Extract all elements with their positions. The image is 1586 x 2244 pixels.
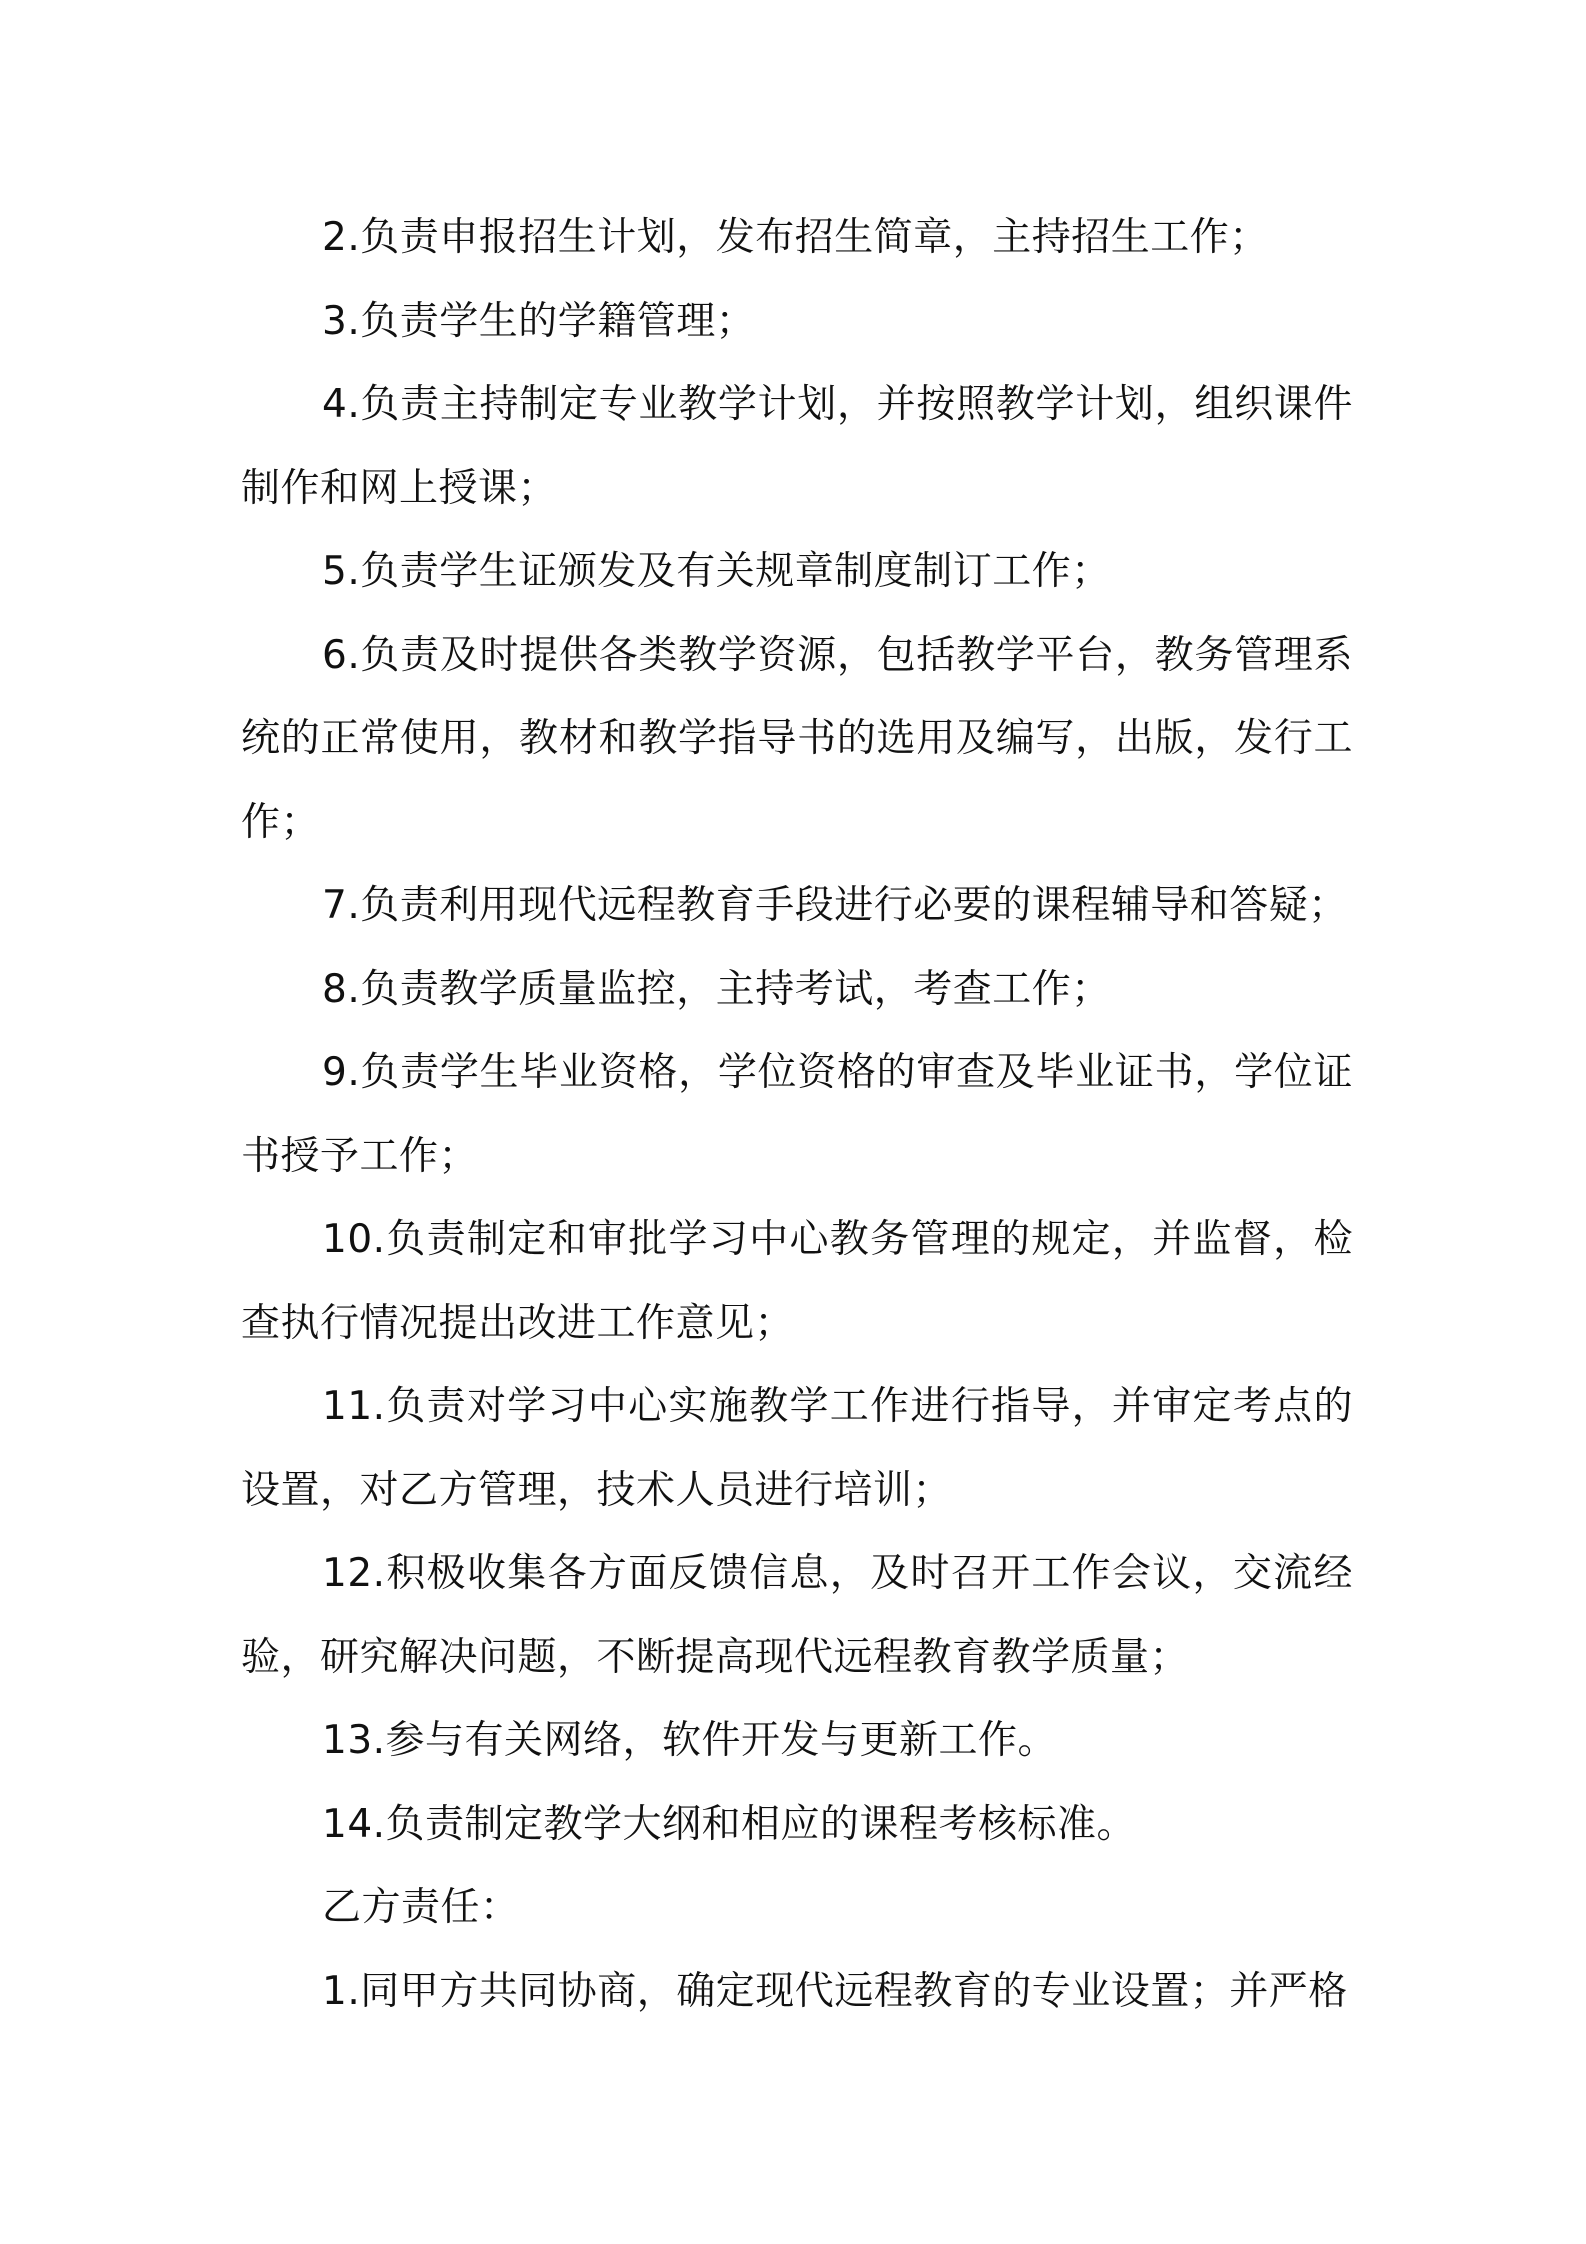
paragraph-item-10: 10.负责制定和审批学习中心教务管理的规定，并监督，检查执行情况提出改进工作意见；	[241, 1217, 1353, 1346]
paragraph-item-7: 7.负责利用现代远程教育手段进行必要的课程辅导和答疑；	[322, 883, 1348, 928]
paragraph-item-5: 5.负责学生证颁发及有关规章制度制订工作；	[322, 549, 1111, 594]
paragraph-item-9: 9.负责学生毕业资格，学位资格的审查及毕业证书，学位证书授予工作；	[241, 1050, 1353, 1179]
paragraph-item-14: 14.负责制定教学大纲和相应的课程考核标准。	[322, 1801, 1137, 1847]
paragraph-item-4: 4.负责主持制定专业教学计划，并按照教学计划，组织课件制作和网上授课；	[241, 382, 1353, 511]
document-body	[241, 196, 1353, 2033]
paragraph-item-11: 11.负责对学习中心实施教学工作进行指导，并审定考点的设置，对乙方管理，技术人员进行培训；	[241, 1384, 1353, 1513]
section-heading-party-b: 乙方责任：	[322, 1885, 520, 1930]
paragraph-item-12: 12.积极收集各方面反馈信息，及时召开工作会议，交流经验，研究解决问题，不断提高现代远程教育教学质量；	[241, 1551, 1353, 1680]
paragraph-item-3: 3.负责学生的学籍管理；	[322, 298, 756, 344]
paragraph-item-8: 8.负责教学质量监控，主持考试，考查工作；	[322, 966, 1111, 1012]
paragraph-item-13: 13.参与有关网络，软件开发与更新工作。	[322, 1718, 1058, 1763]
paragraph-item-6: 6.负责及时提供各类教学资源，包括教学平台，教务管理系统的正常使用，教材和教学指导书的选用及编写，出版，发行工作；	[241, 632, 1353, 845]
paragraph-party-b-item-1: 1.同甲方共同协商，确定现代远程教育的专业设置；并严格	[322, 1968, 1348, 2014]
paragraph-item-2: 2.负责申报招生计划，发布招生简章，主持招生工作；	[322, 215, 1269, 260]
